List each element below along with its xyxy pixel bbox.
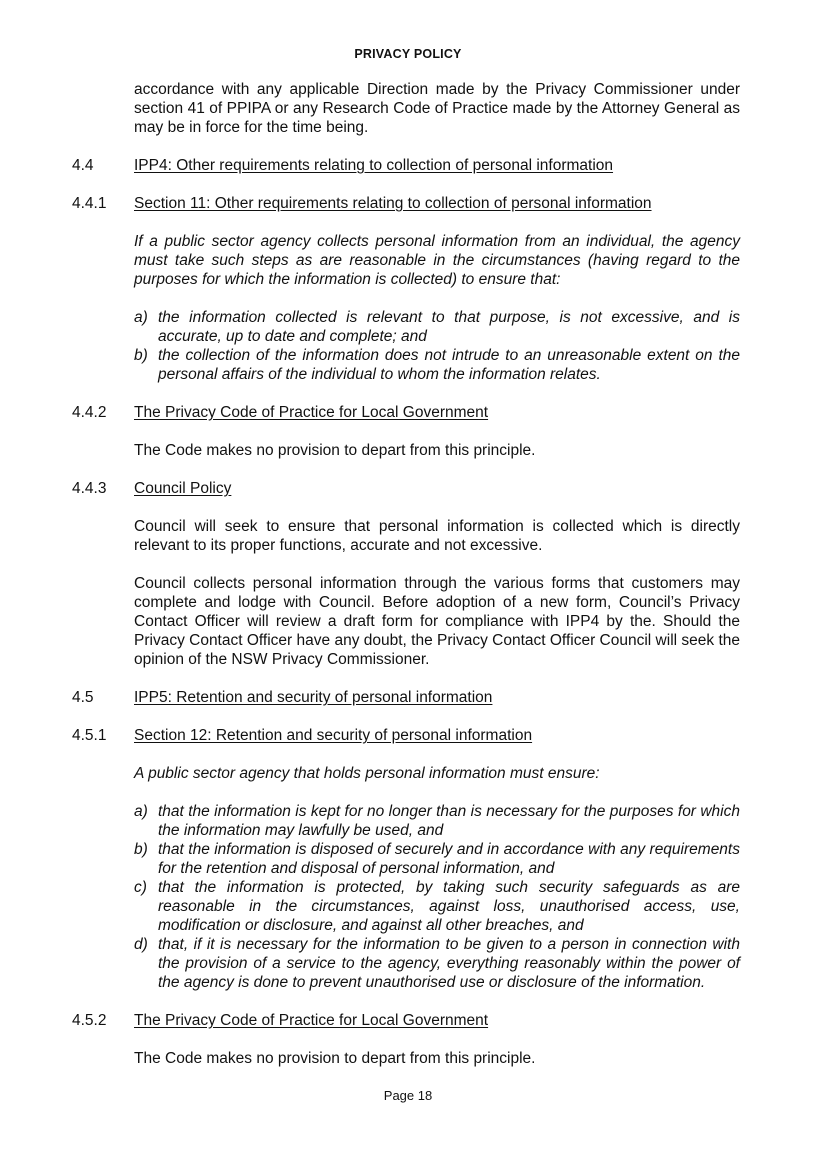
section-number: 4.4.1: [72, 195, 107, 212]
list-item-text: that, if it is necessary for the information to be given to a person in connection with the provision of a service to the agency, everything reasonably within the power of the agency is done to prevent unauthorised use or disclosure of the information.: [158, 936, 740, 991]
section-4-5-2-text: The Code makes no provision to depart from this principle.: [134, 1050, 536, 1067]
section-title: Section 12: Retention and security of personal information: [134, 727, 533, 744]
section-number: 4.5: [72, 689, 94, 706]
list-item: [134, 346, 740, 384]
list-item-text: the collection of the information does not intrude to an unreasonable extent on the personal affairs of the individual to whom the information relates.: [158, 347, 740, 383]
intro-paragraph: accordance with any applicable Direction made by the Privacy Commissioner under section 41 of PPIPA or any Research Code of Practice made by the Attorney General as may be in force for the time being.: [134, 81, 740, 136]
section-4-4-1-list: [134, 308, 740, 384]
section-number: 4.5.2: [72, 1012, 107, 1029]
list-item-text: that the information is protected, by taking such security safeguards as are reasonable in the circumstances, against loss, unauthorised access, use, modification or disclosure, and against all other breaches, and: [158, 879, 740, 934]
section-title: IPP5: Retention and security of personal information: [134, 689, 493, 706]
section-title: IPP4: Other requirements relating to collection of personal information: [134, 157, 614, 174]
section-4-4-3-text-2: Council collects personal information through the various forms that customers may complete and lodge with Council. Before adoption of a new form, Council’s Privacy Contact Officer will review a draft form for compliance with IPP4 by the. Should the Privacy Contact Officer have any doubt, the Privacy Contact Officer Council will seek the opinion of the NSW Privacy Commissioner.: [134, 575, 740, 668]
list-item: [134, 935, 740, 992]
section-4-5-heading: [72, 688, 740, 707]
list-marker: b): [134, 841, 148, 858]
page-number: Page 18: [383, 1088, 433, 1103]
section-4-4-heading: [72, 156, 740, 175]
section-4-4-3-text-1: Council will seek to ensure that personal information is collected which is directly relevant to its proper functions, accurate and not excessive.: [134, 518, 740, 554]
list-item: [134, 840, 740, 878]
section-4-4-3-heading: [72, 479, 740, 498]
list-marker: d): [134, 936, 148, 953]
list-marker: b): [134, 347, 148, 364]
section-4-4-2-heading: [72, 403, 740, 422]
section-title: Section 11: Other requirements relating to collection of personal information: [134, 195, 652, 212]
section-number: 4.4.3: [72, 480, 107, 497]
list-marker: a): [134, 803, 148, 820]
list-item-text: that the information is kept for no longer than is necessary for the purposes for which the information may lawfully be used, and: [158, 803, 740, 839]
list-item: [134, 308, 740, 346]
section-number: 4.4: [72, 157, 94, 174]
section-4-4-2-text: The Code makes no provision to depart from this principle.: [134, 442, 536, 459]
list-marker: a): [134, 309, 148, 326]
list-marker: c): [134, 879, 147, 896]
section-4-5-1-quote: A public sector agency that holds personal information must ensure:: [134, 765, 600, 782]
section-4-4-1-quote: If a public sector agency collects personal information from an individual, the agency must take such steps as are reasonable in the circumstances (having regard to the purposes for which the information is collected) to ensure that:: [134, 233, 740, 288]
section-number: 4.5.1: [72, 727, 107, 744]
page-header: PRIVACY POLICY: [354, 47, 462, 61]
section-number: 4.4.2: [72, 404, 107, 421]
section-title: The Privacy Code of Practice for Local Government: [134, 1012, 489, 1029]
page-content: [72, 80, 740, 1068]
list-item: [134, 878, 740, 935]
list-item-text: the information collected is relevant to that purpose, is not excessive, and is accurate, up to date and complete; and: [158, 309, 740, 345]
section-4-5-2-heading: [72, 1011, 740, 1030]
list-item: [134, 802, 740, 840]
section-4-5-1-list: [134, 802, 740, 992]
section-title: Council Policy: [134, 480, 232, 497]
section-4-5-1-heading: [72, 726, 740, 745]
section-title: The Privacy Code of Practice for Local Government: [134, 404, 489, 421]
section-4-4-1-heading: [72, 194, 740, 213]
list-item-text: that the information is disposed of securely and in accordance with any requirements for the retention and disposal of personal information, and: [158, 841, 740, 877]
